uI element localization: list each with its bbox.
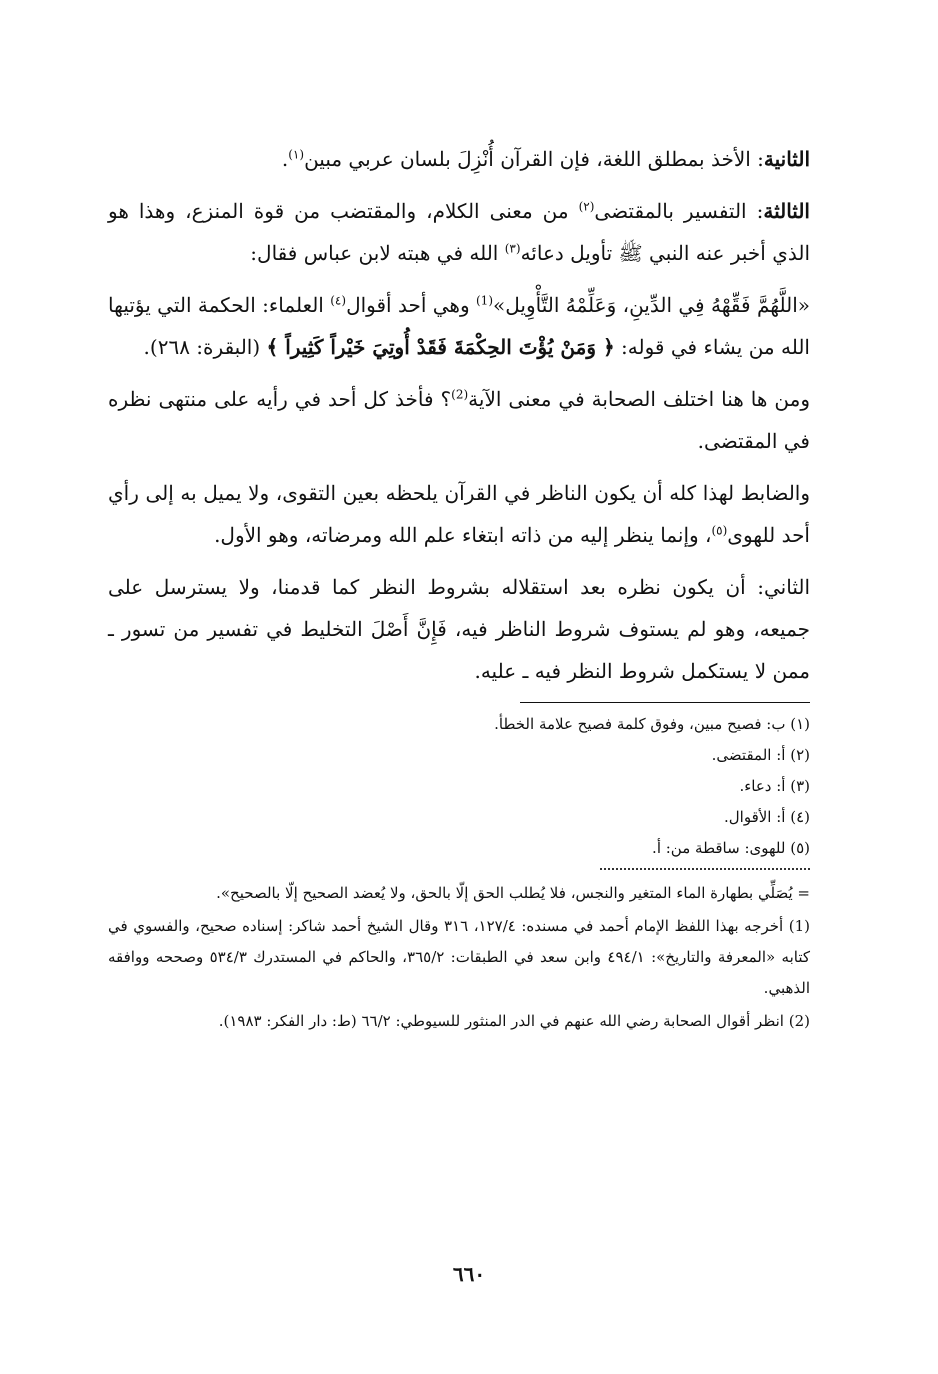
editor-note-1: (1) أخرجه بهذا اللفظ الإمام أحمد في مسنده: ١٢٧/٤، ٣١٦ وقال الشيخ أحمد شاكر: إسناده صحيح، والفسوي في كتابه «المعرفة والتاريخ»: ٤٩٤/١ وابن سعد في الطبقات: ٣٦٥/٢، والحاكم في المستدرك ٥٣٤/٣ وصححه ووافقه الذهبي. [108,917,811,997]
paragraph-lead: الثالثة [763,199,810,223]
editor-notes-divider [600,868,810,870]
paragraph-text: : الأخذ بمطلق اللغة، فإن القرآن أُنْزِلَ بلسان عربي مبين [304,147,764,171]
paragraph-tail: ؟ فأخذ كل أحد في رأيه على منتهى نظره في المقتضى. [108,387,810,453]
paragraph-2 [108,190,810,274]
paragraph-tail: . [281,147,289,171]
footnote-ref[interactable]: (٢) [578,199,595,214]
hadith-quote: «اللَّهُمَّ فَقِّهْهُ فِي الدِّينِ، وَعَلِّمْهُ التَّأْوِيل» [493,293,810,317]
paragraph-text: : التفسير بالمقتضى [594,199,764,223]
paragraph-tail: وهي أحد أقوال [346,293,476,317]
editor-note-continuation: = يُصَلِّي بطهارة الماء المتغير والنجس، فلا يُطلب الحق إلّا بالحق، ولا يُعضد الصحيح إلّا بالصحيح». [216,884,810,902]
paragraph-4 [108,378,810,462]
verse-citation: (البقرة: ٢٦٨). [143,335,267,359]
footnote-ref[interactable]: (٣) [504,241,521,256]
page-number: ٦٦٠ [452,1262,486,1286]
paragraph-tail: ، وإنما ينظر إليه من ذاته ابتغاء علم الله ومرضاته، وهو الأول. [214,523,712,547]
footnote-ref[interactable]: (٤) [330,293,347,308]
footnote-ref[interactable]: (١) [288,147,305,162]
footnote-2: (٢) أ: المقتضى. [711,746,810,764]
footnote-1: (١) ب: فصيح مبين، وفوق كلمة فصيح علامة الخطأ. [494,715,810,733]
footnote-ref[interactable]: (1) [475,293,493,308]
footnote-ref[interactable]: (٥) [711,523,728,538]
footnote-ref[interactable]: (2) [451,387,469,402]
paragraph-6 [108,566,810,692]
paragraph-lead: الثانية [763,147,810,171]
paragraph-tail: العلماء: الحكمة التي يؤتيها الله من يشاء في قوله: [108,293,810,359]
paragraph-1 [108,138,810,180]
editor-note-2: (2) انظر أقوال الصحابة رضي الله عنهم في الدر المنثور للسيوطي: ٦٦/٢ (ط: دار الفكر: ١٩٨٣). [218,1012,810,1030]
footnote-divider [520,702,810,703]
page-body [108,138,810,1039]
paragraph-text: الثاني: أن يكون نظره بعد استقلاله بشروط النظر كما قدمنا، ولا يسترسل على جميعه، وهو لم يستوف شروط الناظر فيه، فَإِنَّ أَصْلَ التخليط في تفسير من تسور ـ ممن لا يستكمل شروط النظر فيه ـ عليه. [108,575,810,683]
footnote-3: (٣) أ: دعاء. [739,777,810,795]
paragraph-text: والضابط لهذا كله أن يكون الناظر في القرآن يلحظه بعين التقوى، ولا يميل به إلى رأي أحد للهوى [108,481,810,547]
footnote-5: (٥) للهوى: ساقطة من: أ. [652,839,810,857]
paragraph-text: ومن ها هنا اختلف الصحابة في معنى الآية [468,387,811,411]
paragraph-3 [108,284,810,368]
paragraph-5 [108,472,810,556]
paragraph-tail: الله في هبته لابن عباس فقال: [250,241,505,265]
paragraph-tail: من معنى الكلام، والمقتضب من قوة المنزع، وهذا هو الذي أخبر عنه النبي ﷺ تأويل دعائه [108,199,810,265]
footnote-4: (٤) أ: الأقوال. [723,808,810,826]
quran-verse: ﴿ وَمَنْ يُؤْتَ الحِكْمَةَ فَقَدْ أُوتِيَ خَيْراً كَثِيراً ﴾ [266,335,615,359]
